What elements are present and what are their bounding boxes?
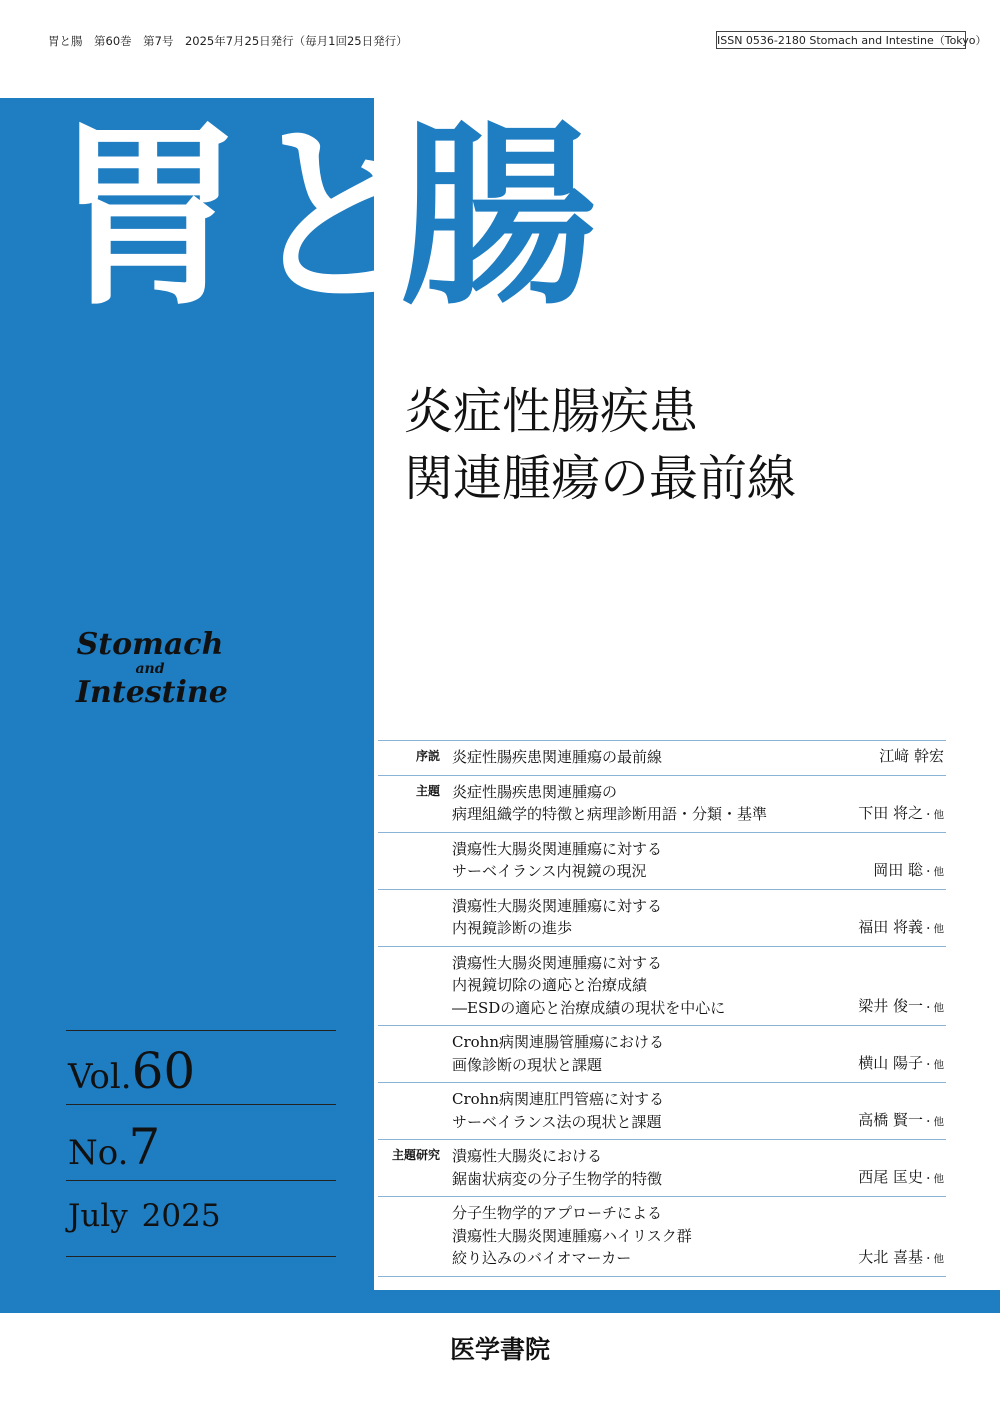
journal-title-part1: 胃と	[50, 104, 435, 332]
theme-title	[404, 378, 796, 512]
issn-box: ISSN 0536-2180 Stomach and Intestine（Tokyo）	[716, 31, 966, 49]
toc-title	[452, 1031, 832, 1076]
toc-author-name: 西尾 匡史	[858, 1168, 923, 1186]
toc-entry	[378, 740, 946, 776]
toc-title-line: サーベイランス内視鏡の現況	[452, 862, 647, 880]
rule-line	[66, 1180, 336, 1181]
bottom-bar	[0, 1290, 1000, 1313]
toc-author-name: 岡田 聡	[873, 860, 923, 879]
toc-title-line: 炎症性腸疾患関連腫瘍の最前線	[452, 748, 663, 766]
issue-number-label: No.	[68, 1133, 129, 1173]
toc-author-name: 横山 陽子	[858, 1054, 923, 1072]
toc-entry	[378, 1083, 946, 1140]
toc-author-name: 大北 喜基	[858, 1247, 923, 1266]
theme-line-2: 関連腫瘍の最前線	[404, 450, 797, 507]
toc-author	[858, 916, 944, 940]
toc-author	[858, 802, 944, 826]
issue-date: July 2025	[68, 1198, 221, 1234]
toc-title	[452, 746, 832, 769]
toc-author	[858, 995, 944, 1019]
publisher-name: 医学書院	[449, 1335, 550, 1364]
toc-title	[452, 952, 832, 1020]
toc-entry	[378, 1197, 946, 1277]
toc-author-etal: ・他	[923, 1059, 944, 1071]
volume-number: 60	[131, 1042, 196, 1100]
toc-title	[452, 1145, 832, 1190]
toc-title	[452, 838, 832, 883]
toc-title-line: 鋸歯状病変の分子生物学的特徴	[452, 1169, 663, 1188]
toc-author-name: 梁井 俊一	[858, 997, 923, 1015]
toc-title	[452, 1202, 832, 1270]
toc-category: 主題	[415, 783, 440, 798]
toc-title-line: Crohn病関連肛門管癌に対する	[452, 1090, 665, 1108]
english-title-and: and	[135, 661, 165, 677]
toc-title	[452, 1088, 832, 1133]
english-title-word1: Stomach	[76, 627, 224, 662]
toc-author-etal: ・他	[923, 1252, 944, 1265]
rule-line	[66, 1030, 336, 1031]
toc-author	[858, 1109, 944, 1133]
toc-author-etal: ・他	[923, 1002, 944, 1014]
toc-title-line: 潰瘍性大腸炎関連腫瘍に対する	[452, 896, 663, 915]
rule-line	[66, 1256, 336, 1257]
toc-title-line: Crohn病関連腸管腫瘍における	[452, 1033, 665, 1051]
toc-entry	[378, 1140, 946, 1197]
table-of-contents	[378, 740, 946, 1277]
toc-author-etal: ・他	[923, 865, 944, 878]
toc-entry	[378, 1026, 946, 1083]
toc-author-etal: ・他	[923, 1116, 944, 1128]
toc-author-etal: ・他	[923, 922, 944, 935]
toc-title-line: 画像診断の現状と課題	[452, 1055, 603, 1074]
toc-author-etal: ・他	[923, 1173, 944, 1185]
toc-title-line: サーベイランス法の現状と課題	[452, 1112, 662, 1131]
toc-author-etal: ・他	[923, 808, 944, 821]
toc-title-line: 内視鏡切除の適応と治療成績	[452, 976, 648, 994]
english-title	[76, 627, 228, 710]
toc-entry	[378, 833, 946, 890]
toc-title	[452, 895, 832, 940]
toc-category: 主題研究	[391, 1148, 440, 1162]
toc-title-line: ―ESDの適応と治療成績の現状を中心に	[452, 998, 726, 1017]
toc-author-name: 高橋 賢一	[858, 1111, 923, 1129]
toc-title-line: 内視鏡診断の進歩	[452, 919, 573, 937]
issue-number	[68, 1118, 160, 1176]
toc-entry	[378, 776, 946, 833]
toc-author	[858, 1052, 944, 1076]
toc-title-line: 潰瘍性大腸炎関連腫瘍に対する	[452, 839, 663, 858]
english-title-word2: Intestine	[76, 675, 228, 710]
toc-title-line: 潰瘍性大腸炎関連腫瘍ハイリスク群	[452, 1226, 692, 1245]
toc-title-line: 潰瘍性大腸炎における	[452, 1147, 603, 1165]
toc-title-line: 炎症性腸疾患関連腫瘍の	[452, 782, 618, 801]
toc-title-line: 潰瘍性大腸炎関連腫瘍に対する	[452, 953, 663, 972]
rule-line	[66, 1104, 336, 1105]
theme-line-1: 炎症性腸疾患	[404, 383, 699, 440]
toc-title-line: 絞り込みのバイオマーカー	[452, 1249, 632, 1267]
toc-title-line: 病理組織学的特徴と病理診断用語・分類・基準	[452, 805, 768, 823]
issue-number-value: 7	[128, 1118, 161, 1176]
toc-title-line: 分子生物学的アプローチによる	[452, 1204, 663, 1222]
volume-label: Vol.	[68, 1057, 132, 1097]
toc-title	[452, 781, 832, 826]
issue-line: 胃と腸 第60巻 第7号 2025年7月25日発行（毎月1回25日発行）	[48, 34, 408, 48]
journal-title-part2: 腸	[400, 104, 597, 332]
toc-entry	[378, 890, 946, 947]
toc-author	[858, 1166, 944, 1190]
volume	[68, 1042, 195, 1100]
toc-category: 序説	[415, 749, 440, 763]
toc-author	[873, 859, 944, 883]
toc-author-name: 江﨑 幹宏	[879, 746, 944, 765]
toc-author-name: 下田 将之	[858, 803, 923, 822]
toc-author-name: 福田 将義	[858, 917, 923, 936]
toc-author	[879, 745, 944, 769]
toc-author	[858, 1246, 944, 1270]
toc-entry	[378, 947, 946, 1027]
